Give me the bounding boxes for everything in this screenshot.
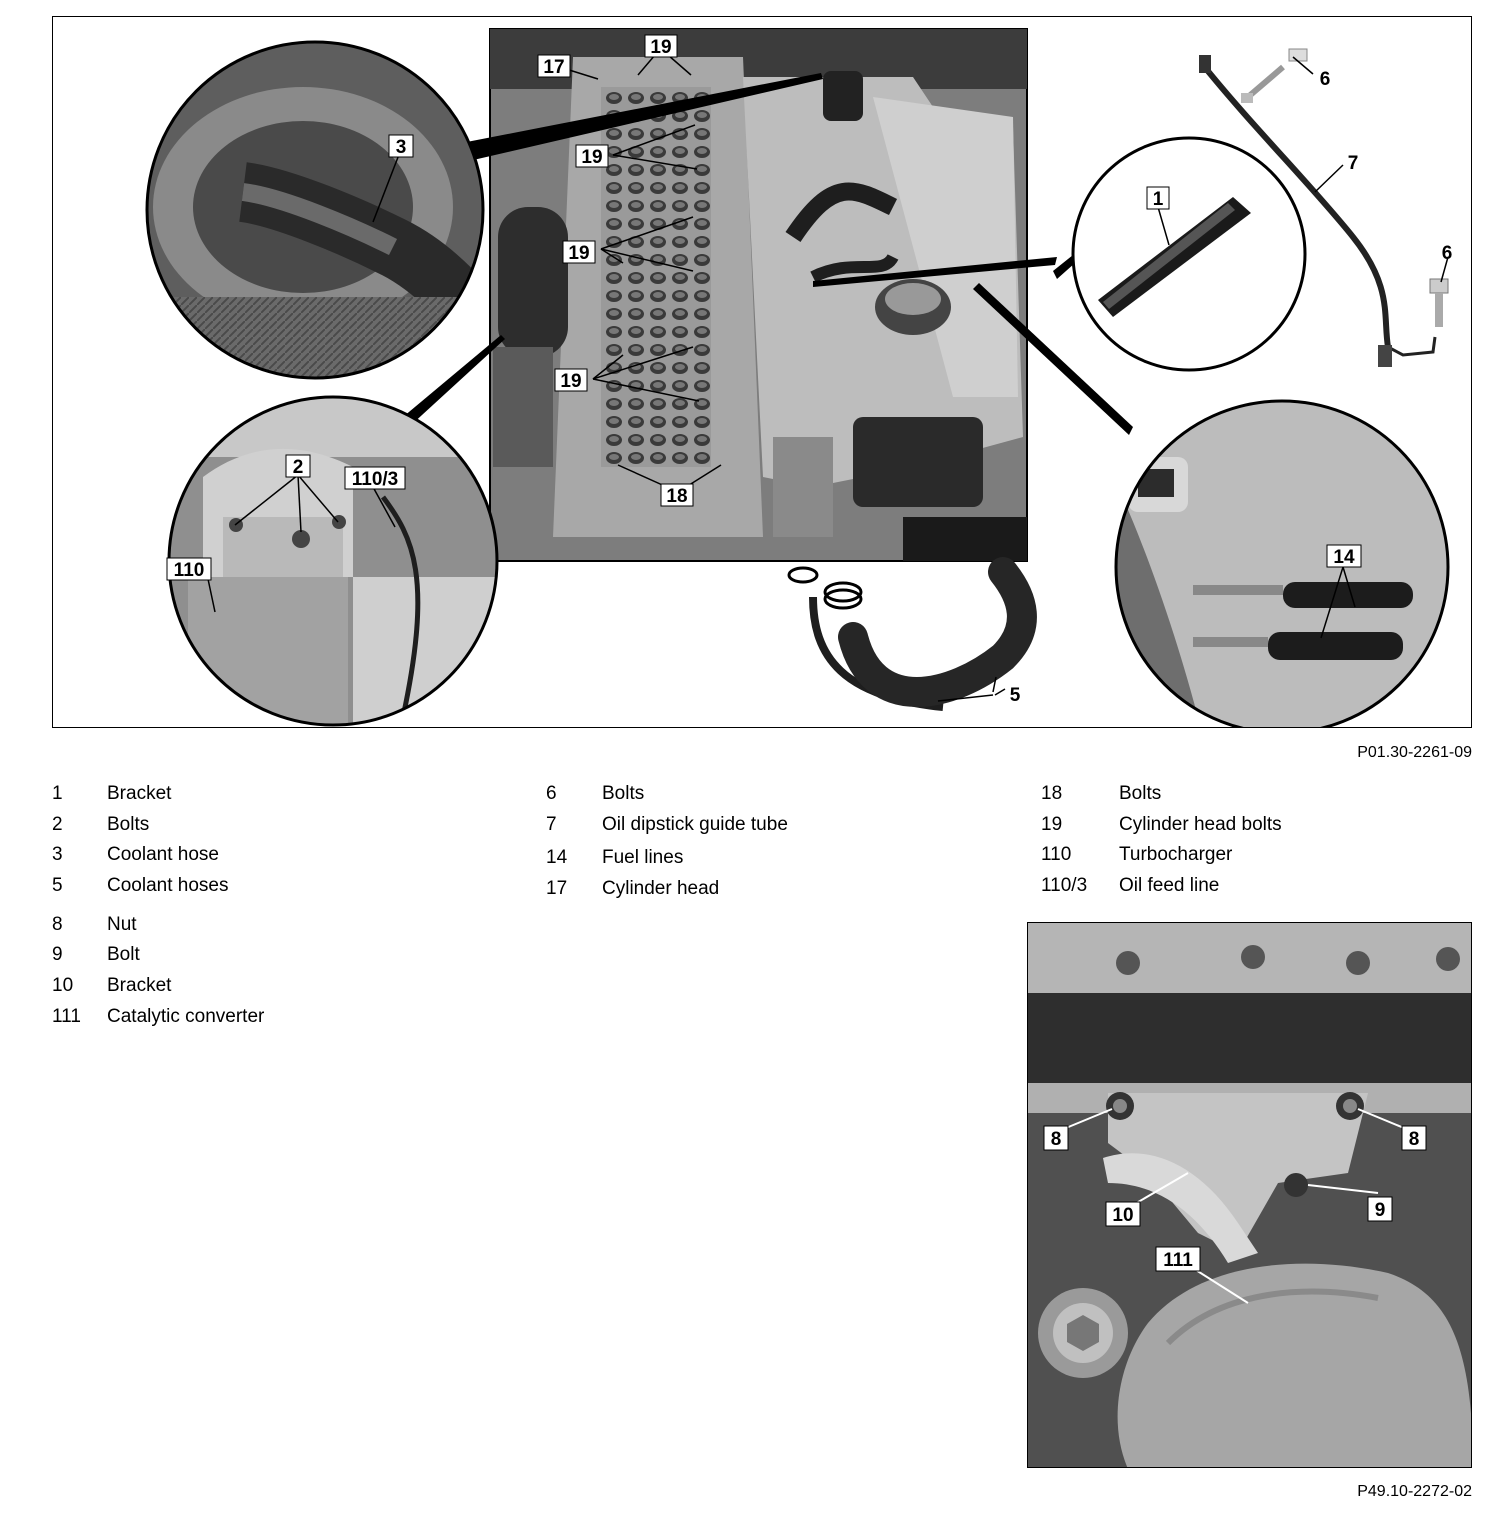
svg-text:7: 7 bbox=[1347, 153, 1359, 174]
svg-text:19: 19 bbox=[568, 243, 590, 264]
callout-7 bbox=[1348, 153, 1359, 174]
callout-110-3 bbox=[345, 467, 405, 490]
svg-text:14: 14 bbox=[1333, 547, 1355, 568]
callout-19-lower bbox=[555, 369, 587, 392]
svg-text:19: 19 bbox=[650, 37, 672, 58]
svg-text:8: 8 bbox=[1408, 1129, 1420, 1150]
callout-8-right bbox=[1402, 1126, 1426, 1150]
callout-17 bbox=[538, 55, 570, 78]
inset-coolant-hose bbox=[143, 37, 493, 387]
callout-6-top bbox=[1320, 69, 1331, 90]
svg-text:8: 8 bbox=[1050, 1129, 1062, 1150]
engine-overview-illustration bbox=[53, 17, 1472, 728]
svg-text:9: 9 bbox=[1374, 1200, 1386, 1221]
callout-110 bbox=[167, 558, 211, 581]
svg-text:10: 10 bbox=[1112, 1205, 1134, 1226]
catalytic-converter-figure bbox=[1027, 922, 1472, 1468]
svg-text:110/3: 110/3 bbox=[351, 469, 399, 490]
svg-text:2: 2 bbox=[292, 457, 304, 478]
figure1-reference: P01.30-2261-09 bbox=[1357, 744, 1472, 761]
inset-fuel-lines bbox=[1113, 397, 1453, 728]
svg-text:18: 18 bbox=[666, 486, 688, 507]
callout-19-upper bbox=[576, 145, 608, 168]
callout-18 bbox=[661, 484, 693, 507]
inset-bracket bbox=[1073, 138, 1305, 370]
callout-9 bbox=[1368, 1197, 1392, 1221]
callout-1 bbox=[1147, 187, 1169, 210]
svg-text:5: 5 bbox=[1009, 685, 1021, 706]
callout-8-left bbox=[1044, 1126, 1068, 1150]
svg-text:6: 6 bbox=[1441, 243, 1453, 264]
svg-text:111: 111 bbox=[1163, 1250, 1193, 1271]
callout-3 bbox=[389, 135, 413, 158]
callout-6-right bbox=[1442, 243, 1453, 264]
svg-text:17: 17 bbox=[543, 57, 565, 78]
callout-2 bbox=[286, 455, 310, 478]
callout-5 bbox=[1010, 685, 1021, 706]
engine-overview-figure bbox=[52, 16, 1472, 728]
bolt-6-top-icon bbox=[1241, 49, 1307, 103]
coolant-hoses-drawing bbox=[789, 568, 1022, 707]
svg-text:19: 19 bbox=[581, 147, 603, 168]
figure2-reference: P49.10-2272-02 bbox=[1357, 1483, 1472, 1500]
svg-text:110: 110 bbox=[173, 560, 205, 581]
svg-text:19: 19 bbox=[560, 371, 582, 392]
engine-photo bbox=[490, 29, 1027, 561]
callout-19-middle bbox=[563, 241, 595, 264]
bolt-6-right-icon bbox=[1430, 279, 1448, 327]
catalytic-converter-photo bbox=[1028, 923, 1472, 1468]
svg-text:3: 3 bbox=[395, 137, 407, 158]
svg-text:6: 6 bbox=[1319, 69, 1331, 90]
callout-19-top bbox=[645, 35, 677, 58]
callout-14 bbox=[1327, 545, 1361, 568]
svg-text:1: 1 bbox=[1152, 189, 1164, 210]
callout-111 bbox=[1156, 1247, 1200, 1271]
inset-turbocharger bbox=[163, 397, 503, 728]
callout-10 bbox=[1106, 1202, 1140, 1226]
